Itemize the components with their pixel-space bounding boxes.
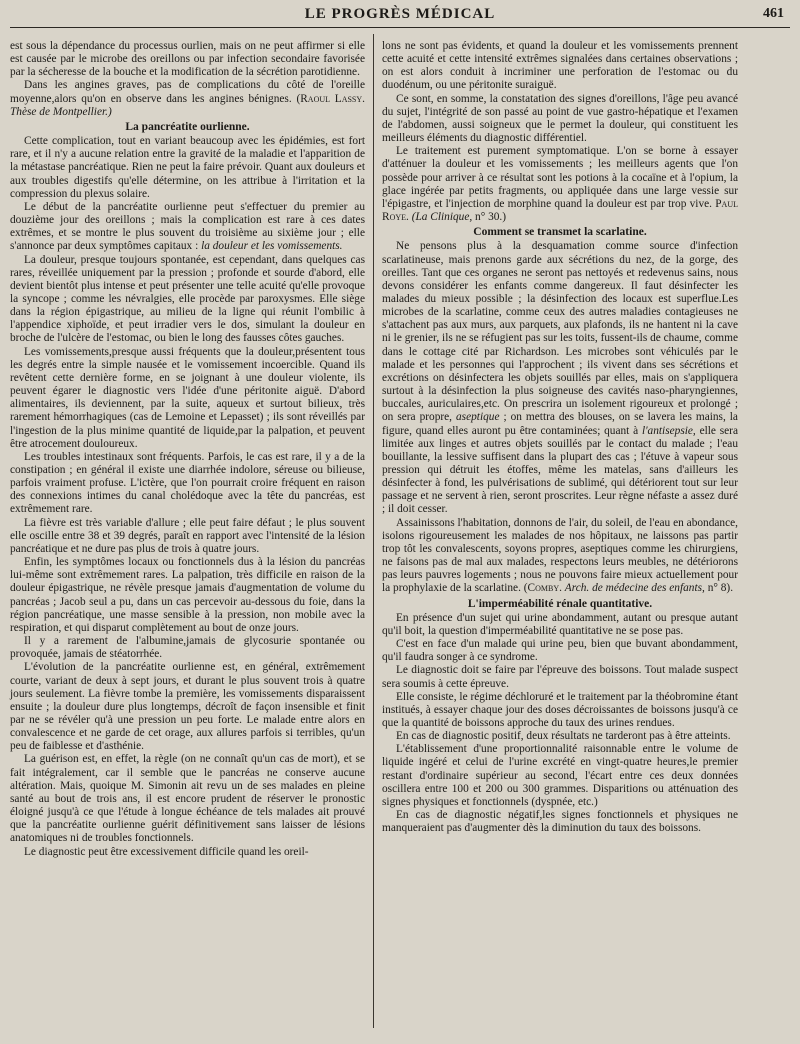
paragraph: En présence d'un sujet qui urine abondamment, autant ou presque autant qu'il boit, la question d'imperméabilité quantitative ne se pose pas. [382, 611, 738, 637]
reference-author: (Comby. [523, 582, 562, 595]
paragraph: Ce sont, en somme, la constatation des signes d'oreillons, l'âge peu avancé du sujet, l'intégrité de son passé au point de vue gastro-hépatique et l'examen de l'abdomen, aussi soigneux que le permet la douleur, qui constituent les meilleurs éléments du diagnostic différentiel. [382, 92, 738, 145]
paragraph: Les vomissements,presque aussi fréquents que la douleur,présentent tous les degrés entre la simple nausée et le vomissement incoercible. Quand ils revêtent cette dernière forme, en se joignant à une douleur violente, ils peuvent égarer le diagnostic vers l'idée d'une péritonite aiguë. D'abord alimentaires, ils deviennent, par la suite, aqueux et surtout bilieux, très rarement hémorrhagiques (cas de Lemoine et Lepasset) ; ils sont réveillés par l'ingestion de la plus minime quantité de liquide,par la palpation, et peuvent être atrocement douloureux. [10, 345, 365, 450]
paragraph: Le traitement est purement symptomatique. L'on se borne à essayer d'atténuer la douleur et les vomissements ; les meilleurs agents que l'on possède pour arriver à ce résultat sont les potions à la cocaïne et à l'opium, la glace ingérée par petits fragments, ou appliquée dans une large vessie sur l'épigastre, et l'injection de morphine quand la douleur est par trop vive. Paul Roye. (La Clinique, n° 30.) [382, 145, 738, 224]
paragraph: Cette complication, tout en variant beaucoup avec les épidémies, est fort rare, et il n'y a aucune relation entre la gravité de la maladie et l'apparition de la métastase pancréatique. Rien ne peut la faire prévoir. Quant aux douleurs et aux troubles digestifs qu'elle détermine, on les attribue à l'irritation et la compression du plexus solaire. [10, 135, 365, 200]
reference-work: (La Clinique, [411, 211, 473, 224]
paragraph: Elle consiste, le régime déchloruré et le traitement par la théobromine étant institués, à essayer chaque jour des doses décroissantes de boissons jusqu'à ce que la quantité de boissons approche du taux des urines rendues. [382, 690, 738, 729]
reference-work: Thèse de Montpellier.) [10, 105, 112, 118]
right-column [382, 40, 738, 835]
paragraph: La fièvre est très variable d'allure ; elle peut faire défaut ; le plus souvent elle oscille entre 38 et 39 degrés, paraît en rapport avec l'intensité de la lésion pancréatique et ne dure pas plus de trois à quatre jours. [10, 516, 365, 555]
paragraph: Les troubles intestinaux sont fréquents. Parfois, le cas est rare, il y a de la constipation ; en général il existe une diarrhée indolore, séreuse ou bilieuse, parfois vraiment profuse. L'ictère, que l'on pourrait croire fréquent en raison des connexions intimes du canal cholédoque avec la tête du pancréas, est extrêmement rare. [10, 450, 365, 516]
paragraph: C'est en face d'un malade qui urine peu, bien que buvant abondamment, qu'il faudra songer à ce syndrome. [382, 638, 738, 664]
header-rule [10, 27, 790, 28]
paragraph: La guérison est, en effet, la règle (on ne connaît qu'un cas de mort), et se fait intégralement, car il semble que le pancréas ne conserve aucune altération. Mais, quoique M. Simonin ait revu un de ses malades en pleine santé au bout de trois ans, il est encore prudent de réserver le pronostic éloigné jusqu'à ce que l'étude à longue échéance de tels malades ait prouvé que la pancréatite ourlienne guérit définitivement sans laisser de lésions anatomiques ni de troubles fonctionnels. [10, 753, 365, 845]
section-heading: Comment se transmet la scarlatine. [473, 226, 647, 239]
paragraph: Il y a rarement de l'albumine,jamais de glycosurie spontanée ou provoquée, jamais de stéatorrhée. [10, 635, 365, 661]
paragraph: lons ne sont pas évidents, et quand la douleur et les vomissements prennent cette acuité et cette intensité extrêmes signalées dans certaines observations ; on est alors conduit à incriminer une perforation de l'estomac ou du duodénum, ou une péritonite suraiguë. [382, 40, 738, 92]
reference-author: Paul Roye. [382, 197, 738, 224]
paragraph: L'évolution de la pancréatite ourlienne est, en général, extrêmement courte, variant de deux à sept jours, et durant le plus souvent trois à quatre jours seulement. La fièvre tombe la première, les vomissements disparaissent ensuite ; la douleur dure plus longtemps, décroît de façon insensible et finit par ne se révéler qu'à une pression un peu forte. Le malade entre alors en convalescence et ne garde de cet orage, aux allures parfois si terribles, qu'un peu de faiblesse et d'asthénie. [10, 661, 365, 753]
paragraph: Le diagnostic peut être excessivement difficile quand les oreil- [24, 845, 309, 858]
paragraph: Enfin, les symptômes locaux ou fonctionnels dus à la lésion du pancréas lui-même sont extrêmement rares. La palpation, très difficile en raison de la douleur épigastrique, ne révèle presque jamais d'augmentation de volume du pancréas ; Jacob seul a pu, dans un cas percevoir au-dessous du foie, dans la région pancréatique, une masse sensible à la pression, non mobile avec la respiration, et qui disparut complètement au bout de onze jours. [10, 556, 365, 634]
paragraph: Assainissons l'habitation, donnons de l'air, du soleil, de l'eau en abondance, isolons rigoureusement les malades de nos hôpitaux, ne laissons pas partir trop tôt les convalescents, soyons propres, aseptiques comme les chirurgiens, ne faisons pas de mal aux malades, respectons leurs meubles, ne détériorons pas leurs pauvres logements ; nous ne pouvons faire mieux actuellement pour la prophylaxie de la scarlatine. (Comby. Arch. de médecine des enfants, n° 8). [382, 516, 738, 595]
paragraph: L'établissement d'une proportionnalité raisonnable entre le volume de liquide ingéré et celui de l'urine excrété en vingt-quatre heures,le premier restant d'ordinaire supérieur au second, l'écart entre ces deux données oscillera entre 100 et 200 ou 300 grammes. Disparitions ou atténuation des signes physiques et fonctionnels (dyspnée, etc.) [382, 743, 738, 808]
reference-work: Arch. de médecine des enfants, [564, 582, 705, 595]
section-heading: La pancréatite ourlienne. [125, 120, 250, 133]
paragraph: Dans les angines graves, pas de complications du côté de l'oreille moyenne,alors qu'on en observe dans les angines bénignes. (Raoul Lassy. Thèse de Montpellier.) [10, 79, 365, 118]
reference-author: (Raoul Lassy. [296, 92, 365, 105]
paragraph: Ne pensons plus à la desquamation comme source d'infection scarlatineuse, mais prenons garde aux sécrétions du nez, de la gorge, des oreilles. Tant que ces organes ne seront pas nettoyés et redevenus sains, nous devons considérer les enfants comme dangereux. Il faut désinfecter les malades du mieux possible ; la désinfection des locaux est superflue.Les microbes de la scarlatine, comme ceux des autres maladies contagieuses ne s'attachent pas aux murs, aux parquets, aux plafonds, ils ne hantent ni la cave ni le grenier, ils ne se réfugient pas sur les toits, fussent-ils de chaume, comme dans le cottage cité par Richardson. Les microbes sont véhiculés par le malade et les personnes qui l'approchent ; ils vivent dans ses sécrétions et excrétions on désinfectera les objets souillés par elles, mais on s'appliquera surtout à la désinfection la plus soigneuse des cavités naso-pharyngiennes, buccales, auriculaires,etc. On prescrira un isolement rigoureux et prolongé ; on sera propre, aseptique ; on mettra des blouses, on se lavera les mains, la figure, quand elles auront pu être contaminées; quant à l'antisepsie, elle sera limitée aux linges et autres objets souillés par le contact du malade ; l'eau bouillante, la lessive suffisent dans la plupart des cas ; l'étuve à vapeur sous pression qui détruit les étoffes, même les matelas, sans d'ailleurs les désinfecter à fond, les pulvérisations de sublimé, qui détériorent tout sur leur passage et ne servent à rien, seront proscrites. Leur règne néfaste a assez duré ; il doit cesser. [382, 240, 738, 516]
left-column [10, 40, 365, 859]
column-divider [373, 34, 374, 1028]
running-title: LE PROGRÈS MÉDICAL [304, 6, 496, 22]
paragraph: En cas de diagnostic négatif,les signes fonctionnels et physiques ne manqueraient pas d'augmenter dès la diminution du taux des boissons. [382, 809, 738, 835]
paragraph: La douleur, presque toujours spontanée, est cependant, dans quelques cas rares, réveillée uniquement par la pression ; profonde et sourde d'abord, elle devient bientôt plus intense et peut présenter une telle acuité qu'elle provoque la syncope ; comme les névralgies, elle procède par paroxysmes. Elle siège dans la région épigastrique, au milieu de la ligne qui réunit l'ombilic à l'appendice xiphoïde, et peut irradier vers le dos, simulant la douleur en broche de l'ulcère de l'estomac, ou bien le long des fausses côtes gauches. [10, 253, 365, 345]
paragraph: En cas de diagnostic positif, deux résultats ne tarderont pas à être atteints. [396, 730, 731, 743]
section-heading: L'imperméabilité rénale quantitative. [467, 597, 653, 610]
paragraph: Le diagnostic doit se faire par l'épreuve des boissons. Tout malade suspect sera soumis à cette épreuve. [382, 664, 738, 690]
page-header [0, 6, 800, 28]
paragraph: est sous la dépendance du processus ourlien, mais on ne peut affirmer si elle est causée par le microbe des oreillons ou par infection secondaire favorisée par la sécheresse de la bouche et la modification de la sécrétion parotidienne. [10, 40, 365, 79]
page-number: 461 [763, 6, 784, 21]
paragraph: Le début de la pancréatite ourlienne peut s'effectuer du premier au douzième jour des oreillons ; mais la complication est rare à ces dates extrêmes, et se montre le plus souvent du troisième au sixième jour ; elle s'annonce par deux symptômes capitaux : la douleur et les vomissements. [10, 200, 365, 253]
